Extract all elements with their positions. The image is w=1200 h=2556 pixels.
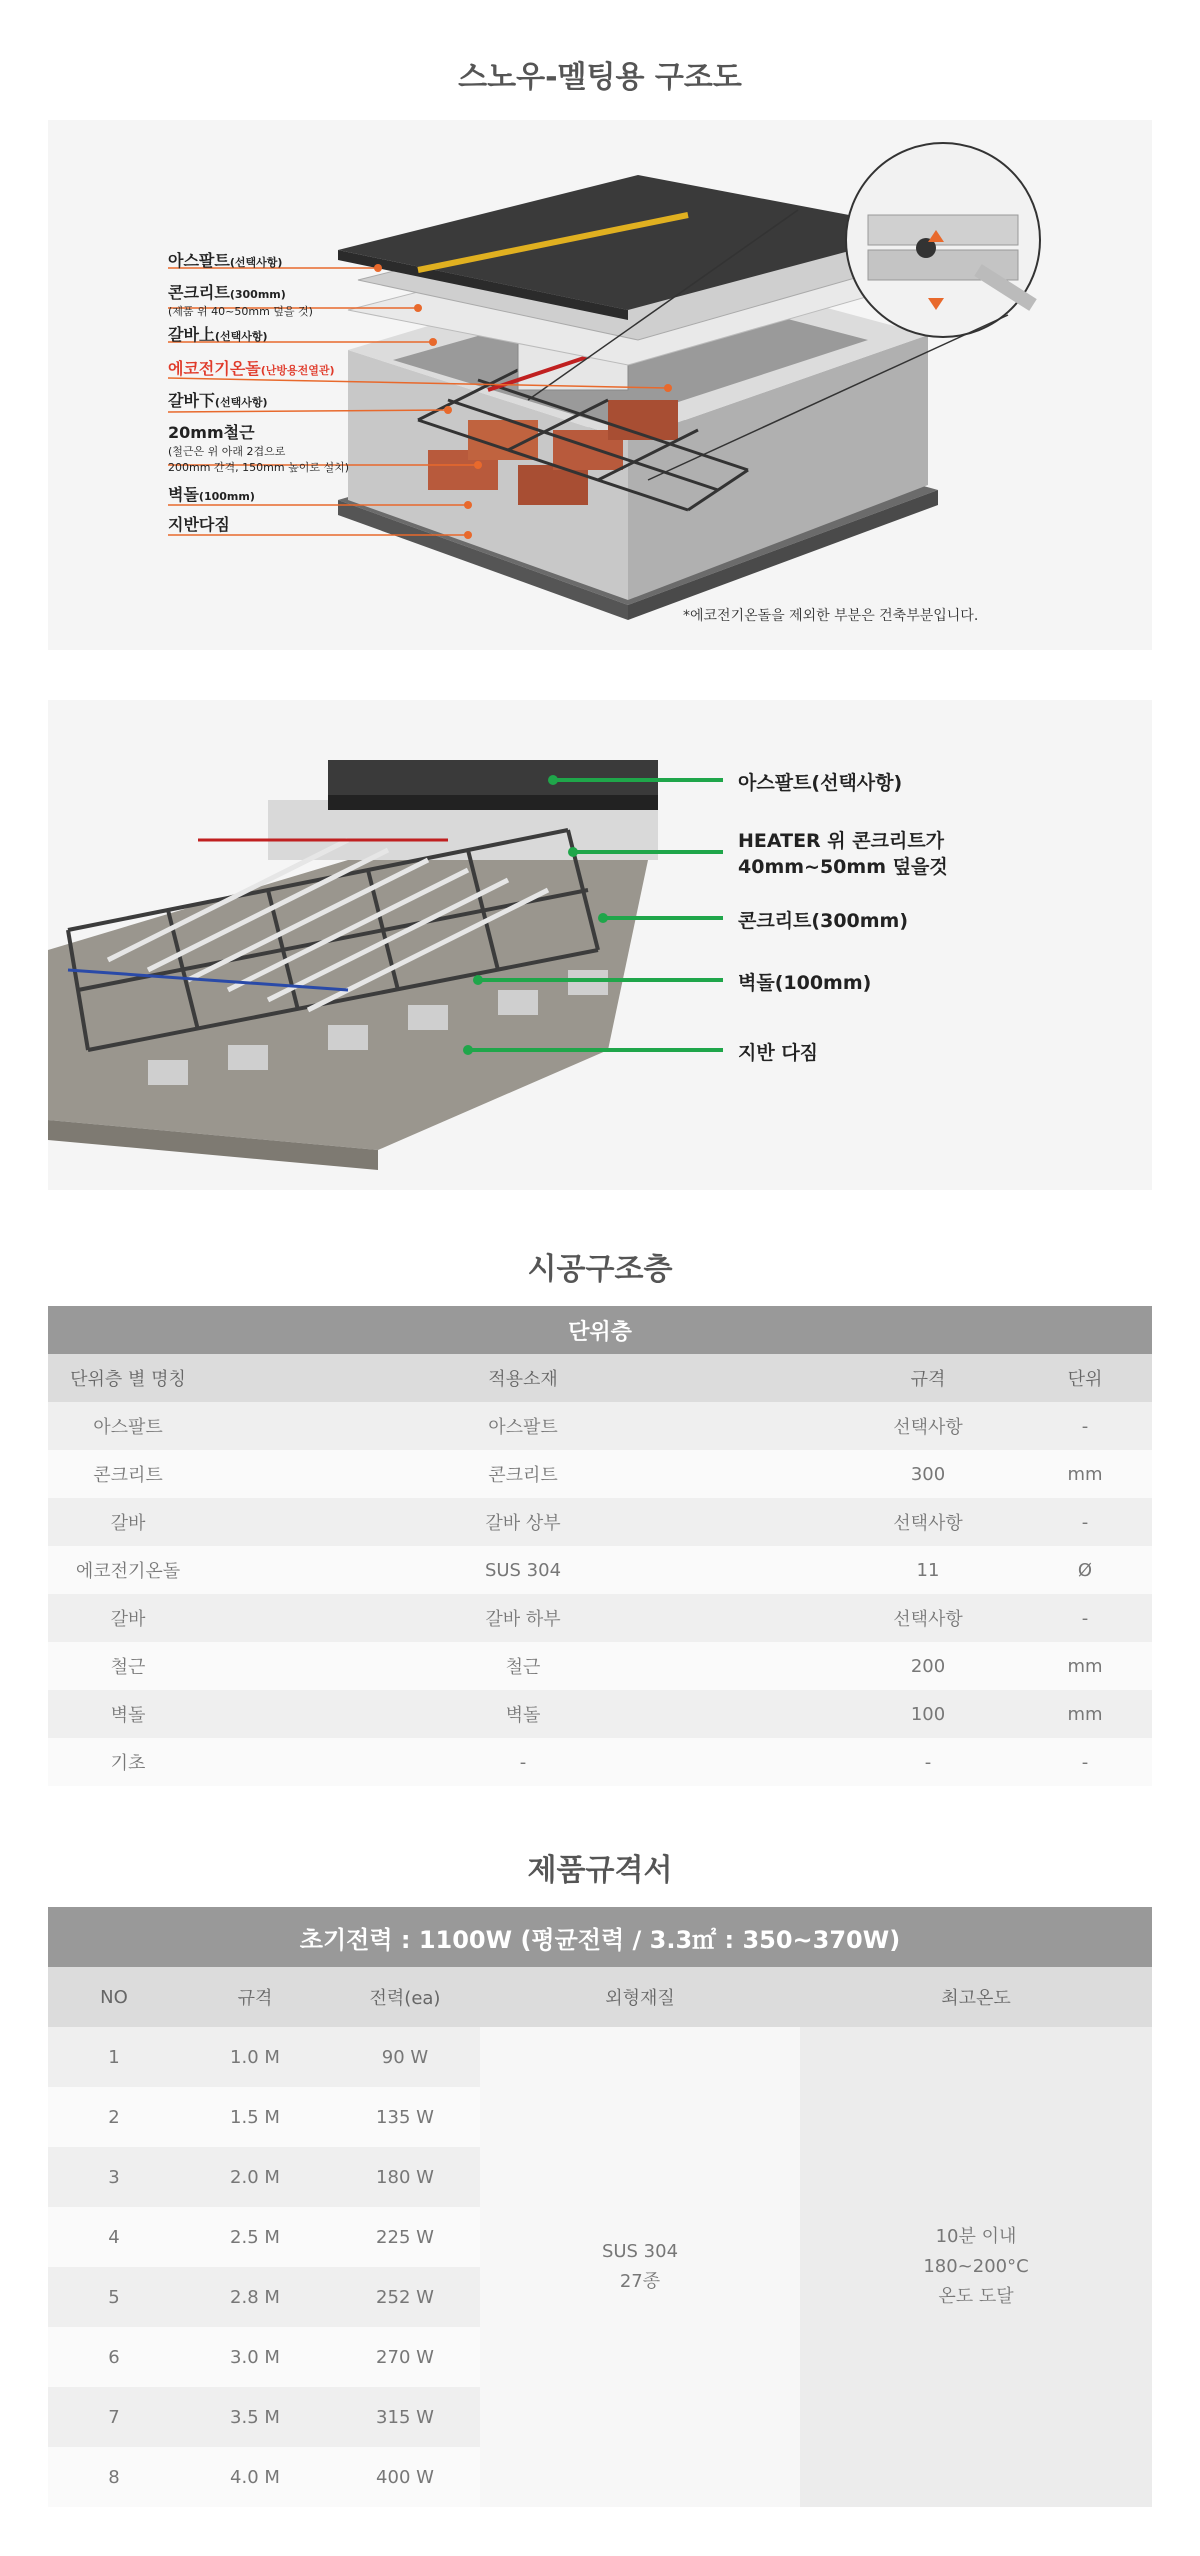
table-row: 갈바 갈바 상부 선택사항 - — [48, 1498, 1152, 1546]
snow-melting-cross-section-illustration — [48, 120, 1152, 650]
col-header-layer-name: 단위층 별 명칭 — [48, 1354, 208, 1402]
label2-asphalt: 아스팔트(선택사항) — [738, 772, 903, 794]
label-eco-heater: 에코전기온돌(난방용전열관) — [168, 359, 335, 378]
label2-ground: 지반 다짐 — [738, 1042, 819, 1064]
table-row: 2 1.5 M 135 W — [48, 2087, 1152, 2147]
label2-brick: 벽돌(100mm) — [738, 972, 872, 994]
table-row: 콘크리트 콘크리트 300 mm — [48, 1450, 1152, 1498]
gravel-ground — [48, 860, 648, 1150]
label2-heater-cover-1: HEATER 위 콘크리트가 — [738, 830, 945, 852]
col-header-power: 전력(ea) — [330, 1967, 480, 2027]
heater-grid-illustration — [48, 700, 1152, 1190]
label-asphalt: 아스팔트(선택사항) — [168, 251, 283, 270]
material-cell: SUS 304 27종 — [480, 2027, 800, 2507]
snow-melting-diagram-panel — [48, 120, 1152, 650]
label-galva-upper: 갈바上(선택사항) — [168, 325, 268, 344]
product-spec-table — [48, 1907, 1152, 2507]
col-header-max-temp: 최고온도 — [800, 1967, 1152, 2027]
col-header-unit: 단위 — [1018, 1354, 1152, 1402]
table-row: 5 2.8 M 252 W — [48, 2267, 1152, 2327]
table-row: 7 3.5 M 315 W — [48, 2387, 1152, 2447]
construction-layers-title: 시공구조층 — [527, 1252, 673, 1287]
construction-layers-table — [48, 1306, 1152, 1786]
table-row: 4 2.5 M 225 W — [48, 2207, 1152, 2267]
label2-heater-cover-2: 40mm~50mm 덮을것 — [738, 856, 948, 878]
col-header-material: 외형재질 — [480, 1967, 800, 2027]
label-concrete: 콘크리트(300mm) (제품 위 40~50mm 덮을 것) — [168, 283, 313, 318]
table-row: 아스팔트 아스팔트 선택사항 - — [48, 1402, 1152, 1450]
label2-concrete: 콘크리트(300mm) — [738, 910, 909, 932]
max-temp-cell: 10분 이내 180~200°C 온도 도달 — [800, 2027, 1152, 2507]
col-header-spec: 규격 — [838, 1354, 1018, 1402]
table-row: 3 2.0 M 180 W — [48, 2147, 1152, 2207]
table-row: 갈바 갈바 하부 선택사항 - — [48, 1594, 1152, 1642]
col-header-material: 적용소재 — [208, 1354, 838, 1402]
label-rebar: 20mm철근 (철근은 위 아래 2겹으로 200mm 간격, 150mm 높이로 설치) — [168, 423, 350, 474]
product-spec-title: 제품규격서 — [527, 1853, 673, 1888]
heater-grid-diagram-panel — [48, 700, 1152, 1190]
table-row: 8 4.0 M 400 W — [48, 2447, 1152, 2507]
table-row: 벽돌 벽돌 100 mm — [48, 1690, 1152, 1738]
label-ground: 지반다짐 — [168, 515, 230, 534]
col-header-size: 규격 — [180, 1967, 330, 2027]
table-caption: 단위층 — [48, 1306, 1152, 1354]
label-galva-lower: 갈바下(선택사항) — [168, 391, 268, 410]
diagram-footnote: *에코전기온돌을 제외한 부분은 건축부분입니다. — [683, 608, 979, 624]
col-header-no: NO — [48, 1967, 180, 2027]
structure-diagram-title: 스노우-멜팅용 구조도 — [458, 60, 742, 95]
table-row: 6 3.0 M 270 W — [48, 2327, 1152, 2387]
table-row: 에코전기온돌 SUS 304 11 Ø — [48, 1546, 1152, 1594]
table-row: 1 1.0 M 90 W SUS 304 27종 10분 이내 180~200°C 온도 도달 — [48, 2027, 1152, 2087]
table-row: 기초 - - - — [48, 1738, 1152, 1786]
table-caption: 초기전력 : 1100W (평균전력 / 3.3㎡ : 350~370W) — [48, 1907, 1152, 1967]
table-row: 철근 철근 200 mm — [48, 1642, 1152, 1690]
label-brick: 벽돌(100mm) — [168, 485, 255, 504]
